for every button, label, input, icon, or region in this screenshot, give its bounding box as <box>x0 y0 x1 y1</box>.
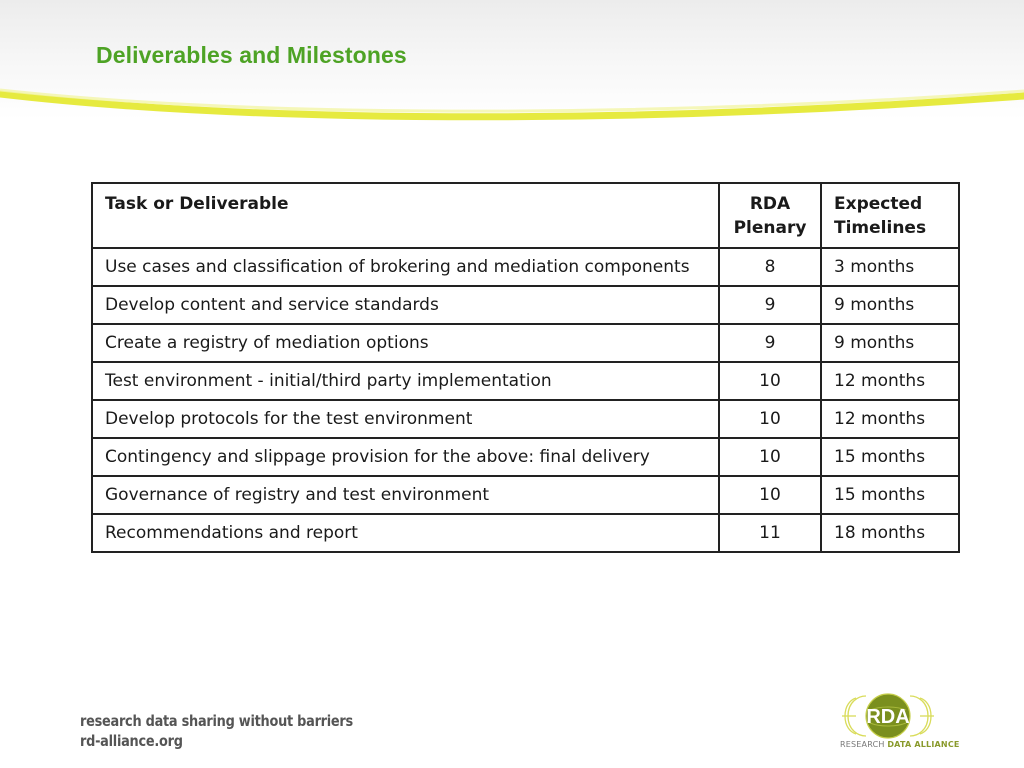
table-row <box>92 514 959 552</box>
rda-logo <box>836 690 960 754</box>
plenary-cell: 10 <box>719 476 821 514</box>
yellow-swoosh-decoration <box>0 60 1024 130</box>
plenary-cell: 10 <box>719 438 821 476</box>
task-cell: Recommendations and report <box>92 514 719 552</box>
header-rda-plenary: RDA Plenary <box>719 183 821 248</box>
plenary-cell: 10 <box>719 400 821 438</box>
table-row <box>92 438 959 476</box>
timeline-cell: 15 months <box>821 438 959 476</box>
timeline-cell: 9 months <box>821 324 959 362</box>
timeline-cell: 9 months <box>821 286 959 324</box>
slide-title: Deliverables and Milestones <box>96 42 407 68</box>
table-row <box>92 248 959 286</box>
footer-tagline-text: research data sharing without barriers <box>80 712 353 730</box>
footer-url-link[interactable]: rd-alliance.org <box>80 732 183 750</box>
timeline-cell: 12 months <box>821 400 959 438</box>
timeline-cell: 12 months <box>821 362 959 400</box>
plenary-cell: 9 <box>719 324 821 362</box>
rda-logo-mark: RDA <box>866 706 910 728</box>
deliverables-table <box>91 182 960 553</box>
footer-tagline <box>80 711 353 751</box>
table-row <box>92 476 959 514</box>
plenary-cell: 10 <box>719 362 821 400</box>
plenary-cell: 8 <box>719 248 821 286</box>
timeline-cell: 3 months <box>821 248 959 286</box>
table-row <box>92 286 959 324</box>
rda-logo-caption: RESEARCH DATA ALLIANCE <box>840 740 960 749</box>
table-header-row <box>92 183 959 248</box>
plenary-cell: 11 <box>719 514 821 552</box>
task-cell: Develop protocols for the test environment <box>92 400 719 438</box>
timeline-cell: 18 months <box>821 514 959 552</box>
header-expected-timelines: Expected Timelines <box>821 183 959 248</box>
task-cell: Governance of registry and test environment <box>92 476 719 514</box>
table-row <box>92 362 959 400</box>
rda-globe-icon <box>836 690 946 742</box>
task-cell: Create a registry of mediation options <box>92 324 719 362</box>
task-cell: Test environment - initial/third party implementation <box>92 362 719 400</box>
slide-header-band <box>0 0 1024 140</box>
table-row <box>92 324 959 362</box>
task-cell: Develop content and service standards <box>92 286 719 324</box>
task-cell: Contingency and slippage provision for the above: final delivery <box>92 438 719 476</box>
timeline-cell: 15 months <box>821 476 959 514</box>
header-task: Task or Deliverable <box>92 183 719 248</box>
task-cell: Use cases and classification of brokering and mediation components <box>92 248 719 286</box>
plenary-cell: 9 <box>719 286 821 324</box>
table-row <box>92 400 959 438</box>
